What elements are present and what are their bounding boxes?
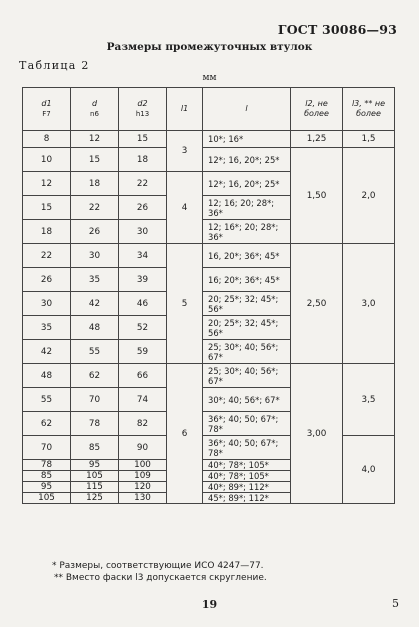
cell-l: 16; 20*; 36*; 45* <box>203 268 291 292</box>
dimensions-table <box>22 87 395 504</box>
cell-l: 12; 16*; 20; 28*; 36* <box>203 220 291 244</box>
cell-l: 12*; 16, 20*; 25* <box>203 172 291 196</box>
cell-l3: 1,5 <box>343 131 395 148</box>
cell-d: 22 <box>71 196 119 220</box>
cell-d: 12 <box>71 131 119 148</box>
cell-d: 42 <box>71 292 119 316</box>
cell-d1: 35 <box>23 316 71 340</box>
cell-l: 25; 30*; 40; 56*; 67* <box>203 364 291 388</box>
cell-d: 18 <box>71 172 119 196</box>
cell-d2: 15 <box>119 131 167 148</box>
cell-d1: 85 <box>23 471 71 482</box>
cell-d1: 26 <box>23 268 71 292</box>
cell-d1: 12 <box>23 172 71 196</box>
units-label: мм <box>202 73 217 83</box>
cell-l: 40*; 78*; 105* <box>203 471 291 482</box>
cell-l2: 1,50 <box>291 148 343 244</box>
table-row <box>23 131 395 148</box>
cell-l3: 3,0 <box>343 244 395 364</box>
cell-d2: 74 <box>119 388 167 412</box>
cell-l: 16, 20*; 36*; 45* <box>203 244 291 268</box>
cell-d1: 30 <box>23 292 71 316</box>
page-title: Размеры промежуточных втулок <box>106 41 313 53</box>
cell-d1: 62 <box>23 412 71 436</box>
cell-d2: 30 <box>119 220 167 244</box>
cell-d2: 39 <box>119 268 167 292</box>
cell-d2: 82 <box>119 412 167 436</box>
cell-l: 20; 25*; 32; 45*; 56* <box>203 292 291 316</box>
cell-l: 10*; 16* <box>203 131 291 148</box>
cell-d2: 100 <box>119 460 167 471</box>
cell-l: 20; 25*; 32; 45*; 56* <box>203 316 291 340</box>
cell-d2: 90 <box>119 436 167 460</box>
cell-d1: 10 <box>23 148 71 172</box>
cell-d: 78 <box>71 412 119 436</box>
cell-l: 36*; 40; 50; 67*; 78* <box>203 436 291 460</box>
footnote-1: * Размеры, соответствующие ИСО 4247—77. <box>52 561 264 571</box>
cell-l1: 6 <box>167 364 203 504</box>
cell-d: 105 <box>71 471 119 482</box>
cell-d1: 8 <box>23 131 71 148</box>
cell-d: 35 <box>71 268 119 292</box>
cell-l: 12; 16; 20; 28*; 36* <box>203 196 291 220</box>
cell-l: 45*; 89*; 112* <box>203 493 291 504</box>
header-l2: l2, не более <box>291 88 343 131</box>
cell-d1: 18 <box>23 220 71 244</box>
table-row <box>23 364 395 388</box>
cell-d2: 59 <box>119 340 167 364</box>
table-header-row <box>23 88 395 131</box>
cell-l1: 4 <box>167 172 203 244</box>
cell-d: 115 <box>71 482 119 493</box>
document-code: ГОСТ 30086—93 <box>277 22 397 37</box>
cell-d2: 26 <box>119 196 167 220</box>
cell-d1: 48 <box>23 364 71 388</box>
footnote-2: ** Вместо фаски l3 допускается скругление. <box>54 573 267 583</box>
cell-l: 30*; 40; 56*; 67* <box>203 388 291 412</box>
cell-l3: 2,0 <box>343 148 395 244</box>
cell-d: 95 <box>71 460 119 471</box>
cell-d2: 52 <box>119 316 167 340</box>
cell-d1: 22 <box>23 244 71 268</box>
cell-d: 26 <box>71 220 119 244</box>
cell-d2: 109 <box>119 471 167 482</box>
cell-l: 12*; 16, 20*; 25* <box>203 148 291 172</box>
cell-d1: 95 <box>23 482 71 493</box>
table-row <box>23 148 395 172</box>
cell-d2: 66 <box>119 364 167 388</box>
header-d: d n6 <box>71 88 119 131</box>
cell-d1: 78 <box>23 460 71 471</box>
header-l3: l3, ** не более <box>343 88 395 131</box>
cell-d: 70 <box>71 388 119 412</box>
cell-l2: 1,25 <box>291 131 343 148</box>
table-row <box>23 244 395 268</box>
cell-d: 15 <box>71 148 119 172</box>
header-l: l <box>203 88 291 131</box>
cell-l2: 3,00 <box>291 364 343 504</box>
cell-l3: 4,0 <box>343 436 395 504</box>
cell-d1: 70 <box>23 436 71 460</box>
table-label: Таблица 2 <box>19 59 90 72</box>
cell-d2: 46 <box>119 292 167 316</box>
cell-l: 40*; 78*; 105* <box>203 460 291 471</box>
cell-d2: 22 <box>119 172 167 196</box>
cell-d: 48 <box>71 316 119 340</box>
page-number: 19 <box>201 598 218 611</box>
cell-d: 55 <box>71 340 119 364</box>
cell-l2: 2,50 <box>291 244 343 364</box>
cell-d1: 42 <box>23 340 71 364</box>
header-d2: d2 h13 <box>119 88 167 131</box>
cell-d1: 55 <box>23 388 71 412</box>
header-l1: l1 <box>167 88 203 131</box>
cell-d: 85 <box>71 436 119 460</box>
side-number: 5 <box>392 597 399 610</box>
cell-l3: 3,5 <box>343 364 395 436</box>
cell-d2: 130 <box>119 493 167 504</box>
cell-d: 62 <box>71 364 119 388</box>
cell-d2: 120 <box>119 482 167 493</box>
header-d1: d1 F7 <box>23 88 71 131</box>
cell-l: 40*; 89*; 112* <box>203 482 291 493</box>
cell-d2: 34 <box>119 244 167 268</box>
cell-l: 36*; 40; 50; 67*; 78* <box>203 412 291 436</box>
cell-l: 25; 30*; 40; 56*; 67* <box>203 340 291 364</box>
cell-l1: 5 <box>167 244 203 364</box>
cell-l1: 3 <box>167 131 203 172</box>
cell-d1: 15 <box>23 196 71 220</box>
cell-d1: 105 <box>23 493 71 504</box>
cell-d: 125 <box>71 493 119 504</box>
cell-d: 30 <box>71 244 119 268</box>
cell-d2: 18 <box>119 148 167 172</box>
